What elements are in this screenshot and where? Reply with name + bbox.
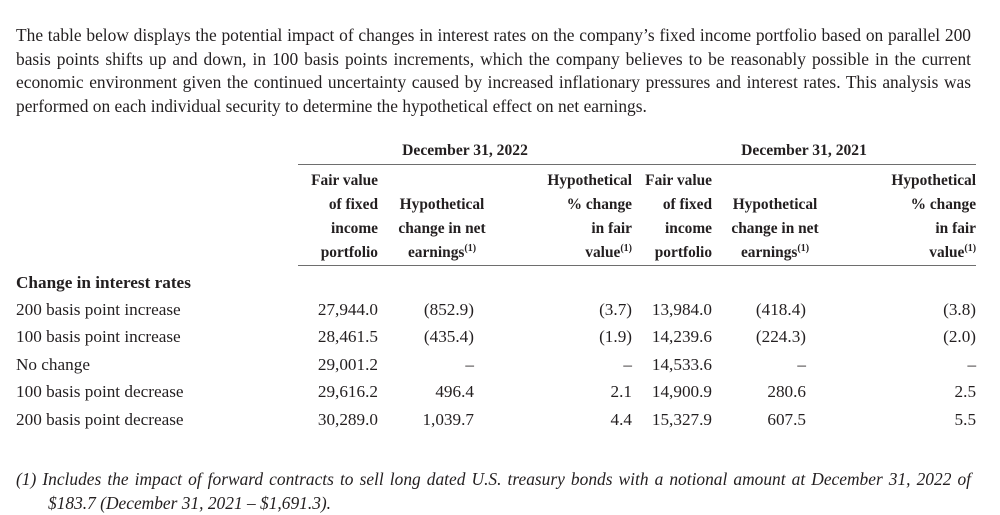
pct-change-2021: (2.0)	[943, 327, 977, 347]
fair-value-2021: 14,533.6	[651, 354, 713, 374]
net-earnings-change-2021: –	[797, 354, 807, 374]
pct-change-header-2022: Hypothetical	[547, 172, 633, 189]
table-row	[16, 324, 976, 352]
pct-change-2022: (1.9)	[599, 327, 633, 347]
pct-change-2021: 5.5	[954, 409, 977, 429]
table-row	[16, 296, 976, 324]
pct-change-2022: 2.1	[610, 382, 633, 402]
fair-value-2022: 27,944.0	[317, 299, 378, 319]
net-earnings-change-2022: (852.9)	[423, 299, 474, 319]
net-earnings-change-2022: (435.4)	[423, 327, 474, 347]
section-heading-row	[16, 270, 976, 296]
fair-value-2022: 29,616.2	[317, 382, 378, 402]
table-row	[16, 351, 976, 379]
net-earnings-change-2021: (418.4)	[755, 299, 807, 319]
fair-value-2021: 13,984.0	[651, 299, 713, 319]
net-earnings-header-2021: Hypothetical	[732, 196, 818, 213]
row-label: 100 basis point decrease	[16, 382, 184, 402]
pct-change-2021: –	[967, 354, 977, 374]
row-label: 100 basis point increase	[16, 327, 181, 347]
fair-value-2021: 14,900.9	[651, 382, 713, 402]
pct-change-2022: (3.7)	[599, 299, 633, 319]
column-header-row	[16, 169, 976, 193]
net-earnings-change-2021: (224.3)	[755, 327, 807, 347]
period-2022-header: December 31, 2022	[298, 140, 632, 165]
net-earnings-header-2022: Hypothetical	[399, 196, 485, 213]
fair-value-2021: 15,327.9	[651, 409, 713, 429]
fair-value-2022: 30,289.0	[317, 409, 378, 429]
net-earnings-change-2021: 607.5	[767, 409, 807, 429]
footnote-marker: (1)	[464, 243, 477, 254]
footnote-marker: (1)	[620, 243, 633, 254]
net-earnings-change-2022: 496.4	[435, 382, 474, 402]
intro-paragraph: The table below displays the potential impact of changes in interest rates on the company’s fixed income portfolio based on parallel 200 basis points shifts up and down, in 100 basis points increments, which the company believes to be reasonably possible in the current economic environment given the continued uncertainty caused by increased inflationary pressures and interest rates. This analysis was performed on each individual security to determine the hypothetical effect on net earnings.	[16, 25, 971, 116]
fair-value-header-2022: Fair value	[311, 172, 378, 189]
pct-change-header-2021: Hypothetical	[891, 172, 977, 189]
pct-change-2022: 4.4	[610, 409, 633, 429]
interest-rate-sensitivity-table: December 31, 2022 December 31, 2021 Fair value Hypothetical Fair value Hypothetical of fixed Hypothetical % change of fixed Hypothetical % change income change in net in fair income change in net in fair portfolio earnings$^{(1)}$ value$^{(1)}$ portfolio earnings$^{(1)}$ value$^{(1)}$ Change in interest rates 200 basis point increase 27,944.0 (852.9) (3.7) 13,984.0 (418.4) (3.8) 100 basis point increase 28,461.5 (435.4) (1.9) 14,239.6 (224.3) (2.0) No change 29,001.2 – – 14,533.6 – – 100 basis point decrease 29,616.2 496.4 2.1 14,900.9 280.6 2.5 200 basis point decrease 30,289.0 1,039.7 4.4 15,327.9 607.5 5.5	[16, 140, 976, 434]
row-label: No change	[16, 354, 90, 374]
period-2021-header: December 31, 2021	[632, 140, 976, 165]
net-earnings-change-2022: 1,039.7	[422, 409, 474, 429]
row-label: 200 basis point increase	[16, 299, 181, 319]
footnote-marker: (1)	[964, 243, 977, 254]
fair-value-2022: 28,461.5	[317, 327, 378, 347]
section-heading: Change in interest rates	[16, 273, 191, 292]
table-row	[16, 379, 976, 407]
fair-value-2021: 14,239.6	[651, 327, 713, 347]
pct-change-2021: (3.8)	[943, 299, 977, 319]
fair-value-header-2021: Fair value	[645, 172, 713, 189]
net-earnings-change-2022: –	[465, 354, 474, 374]
period-header-row	[16, 140, 976, 165]
net-earnings-change-2021: 280.6	[767, 382, 807, 402]
footnote-marker: (1)	[797, 243, 810, 254]
table-row	[16, 406, 976, 434]
fair-value-2022: 29,001.2	[317, 354, 378, 374]
row-label: 200 basis point decrease	[16, 409, 184, 429]
footnote: (1) Includes the impact of forward contracts to sell long dated U.S. treasury bonds with a notional amount at December 31, 2022 of $183.7 (December 31, 2021 – $1,691.3).	[16, 469, 971, 513]
pct-change-2022: –	[623, 354, 633, 374]
pct-change-2021: 2.5	[954, 382, 977, 402]
